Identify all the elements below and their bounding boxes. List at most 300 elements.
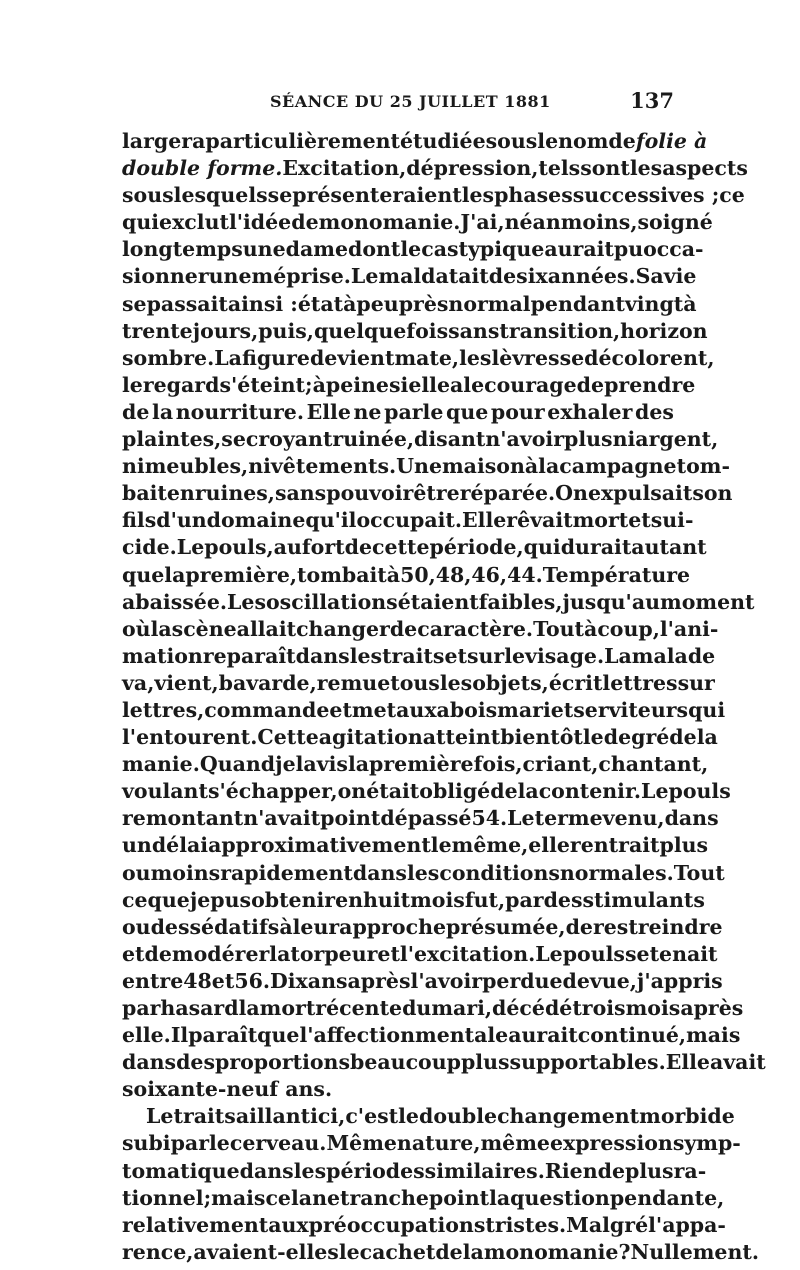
word: double forme. bbox=[122, 156, 283, 181]
word: mation bbox=[122, 643, 203, 668]
word: qui bbox=[688, 697, 726, 722]
word: agitation bbox=[318, 725, 423, 750]
word: que bbox=[257, 1023, 300, 1048]
word: Le bbox=[350, 264, 379, 289]
word: mal bbox=[378, 264, 422, 289]
word: le bbox=[122, 372, 143, 397]
word: larger bbox=[122, 129, 193, 153]
word: Malgré bbox=[566, 1212, 649, 1237]
word: l'ani- bbox=[659, 616, 719, 641]
word: le bbox=[209, 1131, 230, 1156]
word: chantant, bbox=[598, 752, 709, 777]
word: Elle bbox=[306, 399, 351, 424]
word: Sa bbox=[635, 264, 664, 289]
word: tombait bbox=[297, 562, 387, 587]
word: première, bbox=[185, 562, 298, 587]
word: près bbox=[398, 291, 449, 316]
word: normales. bbox=[559, 860, 674, 885]
word: moins bbox=[150, 860, 221, 885]
word: de bbox=[562, 968, 590, 993]
word: six bbox=[516, 264, 548, 289]
word: la bbox=[152, 399, 174, 424]
text-line bbox=[122, 643, 716, 670]
word: lettres, bbox=[122, 697, 205, 722]
word: Tout bbox=[673, 860, 725, 885]
word: plaintes, bbox=[122, 427, 222, 452]
text-line bbox=[122, 453, 730, 480]
word: Nullement. bbox=[630, 1239, 759, 1264]
word: périodes bbox=[326, 1158, 425, 1183]
word: obtenir bbox=[251, 887, 336, 912]
text-line bbox=[122, 1103, 735, 1130]
word: argent, bbox=[635, 427, 719, 452]
word: de bbox=[435, 1239, 463, 1264]
word: années. bbox=[547, 264, 636, 289]
word: domaine bbox=[206, 508, 306, 533]
word: tels bbox=[538, 156, 581, 181]
word: de bbox=[669, 725, 697, 750]
word: vis bbox=[316, 752, 348, 777]
word: où bbox=[122, 616, 151, 641]
word: présenteraient bbox=[292, 183, 462, 208]
word: criant, bbox=[522, 752, 599, 777]
word: mate, bbox=[394, 345, 460, 370]
word: Le bbox=[641, 779, 669, 804]
word: tionnel; bbox=[122, 1185, 212, 1210]
word: peu bbox=[356, 291, 399, 316]
word: cela bbox=[265, 1185, 313, 1210]
word: nature, bbox=[396, 1131, 481, 1156]
word: les bbox=[293, 1158, 327, 1183]
word: rence, bbox=[122, 1239, 194, 1264]
word: tristes. bbox=[485, 1212, 567, 1237]
text-line bbox=[122, 778, 731, 805]
word: 56. bbox=[234, 968, 270, 993]
word: la bbox=[462, 1239, 484, 1264]
word: que bbox=[446, 399, 489, 424]
word: terme bbox=[534, 806, 603, 831]
text-line bbox=[122, 534, 707, 561]
word: symp- bbox=[672, 1131, 741, 1156]
word: abois bbox=[436, 697, 498, 722]
word: de bbox=[488, 264, 517, 289]
word: pouls bbox=[562, 941, 625, 966]
word: et bbox=[628, 508, 651, 533]
text-line bbox=[122, 236, 704, 263]
word: étudiée bbox=[400, 129, 486, 153]
word: sui- bbox=[650, 508, 694, 533]
word: à bbox=[386, 562, 401, 587]
word: huit bbox=[363, 887, 411, 912]
word: ainsi : bbox=[227, 291, 298, 316]
text-line bbox=[122, 128, 708, 155]
word: coup, bbox=[597, 616, 660, 641]
word: monomanie? bbox=[483, 1239, 631, 1264]
word: vient, bbox=[154, 670, 219, 695]
word: qui bbox=[122, 210, 160, 235]
word: exhaler bbox=[547, 399, 633, 424]
word: le bbox=[537, 129, 559, 153]
word: fut, bbox=[464, 887, 506, 912]
word: mais bbox=[211, 1185, 266, 1210]
word: mort bbox=[572, 508, 629, 533]
word: l'appa- bbox=[648, 1212, 726, 1237]
word: c'est bbox=[345, 1104, 399, 1129]
word: soigné bbox=[637, 210, 713, 235]
word: étaient bbox=[397, 589, 479, 614]
word: aux bbox=[268, 1212, 309, 1237]
word: ici, bbox=[310, 1104, 346, 1129]
word: plus bbox=[460, 1050, 510, 1075]
word: 48 bbox=[183, 968, 212, 993]
word: de bbox=[565, 914, 593, 939]
word: que bbox=[147, 887, 190, 912]
word: fils bbox=[122, 508, 157, 533]
word: passait bbox=[146, 291, 228, 316]
word: dépression, bbox=[406, 156, 539, 181]
word: elle. bbox=[122, 1023, 171, 1048]
word: le bbox=[398, 1104, 419, 1129]
word: pouvoir bbox=[326, 481, 414, 506]
text-line bbox=[122, 589, 755, 616]
word: à bbox=[524, 454, 539, 479]
word: Il bbox=[170, 1023, 189, 1048]
text-line bbox=[122, 182, 745, 209]
word: à bbox=[279, 914, 293, 939]
word: de bbox=[144, 941, 172, 966]
word: ra- bbox=[673, 1158, 707, 1183]
word: relativement bbox=[122, 1212, 269, 1237]
word: successives ; bbox=[572, 183, 720, 208]
word: qu'il bbox=[305, 508, 357, 533]
text-line bbox=[122, 562, 691, 589]
word: contenir. bbox=[538, 779, 642, 804]
running-title: SÉANCE DU 25 JUILLET 1881 bbox=[270, 92, 551, 111]
word: Rien bbox=[544, 1158, 598, 1183]
word: j'appris bbox=[636, 968, 723, 993]
text-line bbox=[122, 887, 705, 914]
text-line bbox=[122, 995, 744, 1022]
word: décédé bbox=[492, 996, 573, 1020]
word: ni bbox=[122, 454, 145, 479]
word: Tout bbox=[533, 616, 585, 641]
word: sionner bbox=[122, 264, 209, 289]
word: s'éteint; bbox=[219, 372, 313, 397]
word: vie bbox=[663, 264, 697, 289]
word: vue, bbox=[589, 968, 637, 993]
text-line bbox=[122, 426, 719, 453]
word: conditions bbox=[439, 860, 560, 885]
word: le bbox=[338, 1239, 360, 1264]
word: manie. bbox=[122, 752, 200, 777]
word: pendante, bbox=[609, 1185, 725, 1210]
text-line bbox=[122, 1076, 674, 1103]
word: délai bbox=[151, 833, 209, 858]
word: horizon bbox=[620, 318, 708, 343]
word: Dix bbox=[269, 968, 308, 993]
word: première bbox=[369, 752, 474, 777]
word: qui bbox=[523, 535, 561, 560]
word: et bbox=[377, 941, 400, 966]
page-number: 137 bbox=[630, 88, 674, 113]
word: plus bbox=[659, 833, 709, 858]
word: si bbox=[388, 372, 409, 397]
text-line bbox=[122, 480, 733, 507]
word: la bbox=[269, 941, 291, 966]
word: des bbox=[635, 399, 674, 424]
text-line bbox=[122, 860, 725, 887]
word: pour bbox=[490, 399, 545, 424]
word: La bbox=[604, 643, 632, 668]
word: approximativement bbox=[208, 833, 431, 858]
word: même, bbox=[451, 833, 529, 858]
word: monomanie. bbox=[318, 210, 461, 235]
text-line bbox=[122, 1158, 707, 1185]
word: le bbox=[400, 237, 422, 262]
word: du bbox=[402, 996, 432, 1020]
word: cerveau. bbox=[229, 1131, 327, 1156]
text-line bbox=[122, 697, 726, 724]
word: les bbox=[459, 345, 492, 370]
word: jours, bbox=[192, 318, 259, 343]
word: des bbox=[150, 914, 190, 939]
word: dans bbox=[295, 643, 350, 668]
word: la bbox=[538, 454, 560, 479]
word: serviteurs bbox=[573, 697, 689, 722]
word: vêtements. bbox=[270, 454, 397, 479]
word: pu bbox=[613, 237, 644, 262]
word: les bbox=[349, 643, 383, 668]
word: bavarde, bbox=[218, 670, 317, 695]
word: exclut bbox=[159, 210, 229, 235]
word: avait bbox=[709, 1050, 766, 1075]
word: la bbox=[696, 725, 718, 750]
word: On bbox=[555, 481, 588, 506]
word: mois bbox=[625, 996, 681, 1020]
word: continué, bbox=[577, 1023, 687, 1048]
word: se bbox=[122, 291, 147, 316]
word: se bbox=[624, 941, 650, 966]
word: transition, bbox=[499, 318, 621, 343]
word: Le bbox=[507, 806, 535, 831]
word: pendant bbox=[530, 291, 625, 316]
word: autant bbox=[631, 535, 707, 560]
word: cachet bbox=[359, 1239, 436, 1264]
word: de bbox=[122, 399, 150, 424]
word: ne bbox=[353, 399, 382, 424]
word: période, bbox=[429, 535, 524, 560]
word: être bbox=[413, 481, 460, 506]
word: par bbox=[170, 1131, 209, 1156]
word: 46, bbox=[471, 562, 508, 587]
word: plus bbox=[564, 427, 613, 452]
word: lèvres bbox=[491, 345, 560, 370]
text-line bbox=[122, 507, 694, 534]
text-line bbox=[122, 941, 718, 968]
word: double bbox=[418, 1104, 498, 1129]
word: l'excitation. bbox=[399, 941, 536, 966]
word: récente bbox=[315, 996, 403, 1020]
word: aurait bbox=[544, 237, 614, 262]
word: en bbox=[335, 887, 364, 912]
word: oscillations bbox=[266, 589, 398, 614]
word: phases bbox=[494, 183, 573, 208]
word: hasard bbox=[160, 996, 239, 1020]
word: La bbox=[214, 345, 242, 370]
word: vingt bbox=[624, 291, 684, 316]
word: je bbox=[189, 887, 211, 912]
text-line bbox=[122, 1185, 725, 1212]
word: l'affection bbox=[299, 1023, 415, 1048]
word: reparaît bbox=[202, 643, 296, 668]
word: Une bbox=[396, 454, 442, 479]
word: le bbox=[463, 372, 485, 397]
text-line bbox=[122, 1130, 741, 1157]
word: campagne bbox=[559, 454, 677, 479]
word: courage bbox=[484, 372, 577, 397]
text-line bbox=[122, 670, 715, 697]
word: à bbox=[312, 372, 326, 397]
word: sans bbox=[274, 481, 327, 506]
word: supportables. bbox=[509, 1050, 666, 1075]
word: subi bbox=[122, 1131, 171, 1156]
word: disant bbox=[414, 427, 486, 452]
word: se bbox=[559, 345, 585, 370]
word: lesquels bbox=[173, 183, 268, 208]
word: visage. bbox=[525, 643, 605, 668]
word: pus bbox=[210, 887, 252, 912]
word: scène bbox=[171, 616, 237, 641]
word: occupait. bbox=[356, 508, 463, 533]
word: mentale bbox=[415, 1023, 509, 1048]
word: particulièrement bbox=[205, 129, 400, 153]
word: longtemps bbox=[122, 237, 243, 262]
word: cide. bbox=[122, 535, 177, 560]
word: 44. bbox=[507, 562, 543, 587]
word: et bbox=[329, 697, 352, 722]
word: remue bbox=[316, 670, 391, 695]
word: traits bbox=[382, 643, 445, 668]
word: se bbox=[221, 427, 246, 452]
word: approche bbox=[339, 914, 447, 939]
word: le bbox=[430, 833, 452, 858]
word: occa- bbox=[643, 237, 704, 262]
word: sous bbox=[485, 129, 538, 153]
word: Cette bbox=[257, 725, 319, 750]
word: leur bbox=[292, 914, 340, 939]
word: dans bbox=[664, 806, 719, 831]
word: modérer bbox=[171, 941, 270, 966]
word: caractère. bbox=[417, 616, 534, 641]
word: 50, bbox=[400, 562, 436, 587]
word: entre bbox=[122, 968, 184, 993]
word: bientôt bbox=[500, 725, 583, 750]
word: de bbox=[490, 779, 518, 804]
word: durait bbox=[560, 535, 632, 560]
word: que bbox=[122, 562, 165, 587]
word: sur bbox=[466, 643, 505, 668]
word: la bbox=[150, 616, 172, 641]
word: sont bbox=[580, 156, 630, 181]
word: cas bbox=[421, 237, 459, 262]
word: s'échapper, bbox=[207, 779, 338, 804]
word: point bbox=[428, 1185, 490, 1210]
word: stimulants bbox=[582, 887, 705, 912]
word: et bbox=[211, 968, 235, 993]
word: similaires. bbox=[424, 1158, 545, 1183]
word: proportions bbox=[215, 1050, 350, 1075]
word: ou bbox=[122, 914, 151, 939]
word: datait bbox=[421, 264, 489, 289]
word: son bbox=[692, 481, 733, 506]
word: mois bbox=[410, 887, 465, 912]
text-line bbox=[122, 805, 719, 832]
word: Quand bbox=[199, 752, 276, 777]
word: des bbox=[176, 1050, 215, 1075]
word: de bbox=[344, 535, 372, 560]
text-line bbox=[122, 1239, 759, 1266]
word: de bbox=[608, 129, 636, 153]
word: dépassé bbox=[380, 806, 472, 831]
word: devient bbox=[309, 345, 395, 370]
word: meubles, bbox=[144, 454, 249, 479]
word: dans bbox=[352, 860, 407, 885]
word: décolorent, bbox=[584, 345, 715, 370]
word: elle bbox=[408, 372, 450, 397]
word: point bbox=[320, 806, 381, 831]
word: bait bbox=[122, 481, 167, 506]
word: Température bbox=[542, 562, 691, 587]
word: à bbox=[343, 291, 357, 316]
word: voulant bbox=[122, 779, 208, 804]
word: état bbox=[297, 291, 344, 316]
word: 54. bbox=[471, 806, 508, 831]
word: changer bbox=[296, 616, 390, 641]
word: nom bbox=[558, 129, 609, 153]
word: restreindre bbox=[592, 914, 723, 939]
word: tous bbox=[390, 670, 440, 695]
word: obligé bbox=[419, 779, 491, 804]
word: la bbox=[517, 779, 539, 804]
word: tenait bbox=[649, 941, 718, 966]
word: la bbox=[238, 996, 260, 1020]
word: les bbox=[439, 670, 473, 695]
word: ruinée, bbox=[332, 427, 415, 452]
text-line bbox=[122, 832, 709, 859]
word: d'un bbox=[156, 508, 207, 533]
word: figure bbox=[241, 345, 310, 370]
word: après bbox=[347, 968, 411, 993]
word: la bbox=[489, 1185, 511, 1210]
text-line bbox=[122, 345, 715, 372]
word: trait bbox=[173, 1104, 225, 1129]
word: de bbox=[576, 372, 605, 397]
word: une bbox=[242, 237, 286, 262]
text-line bbox=[122, 914, 723, 941]
word: croyant bbox=[245, 427, 333, 452]
word: dont bbox=[348, 237, 401, 262]
word: expression bbox=[549, 1131, 673, 1156]
word: au bbox=[273, 535, 302, 560]
word: Le bbox=[146, 1104, 174, 1129]
word: trois bbox=[572, 996, 626, 1020]
word: nourriture. bbox=[175, 399, 304, 424]
word: rapidement bbox=[220, 860, 353, 885]
word: après bbox=[680, 996, 744, 1020]
word: dans bbox=[239, 1158, 294, 1183]
word: ni bbox=[248, 454, 271, 479]
word: Elle bbox=[665, 1050, 710, 1075]
